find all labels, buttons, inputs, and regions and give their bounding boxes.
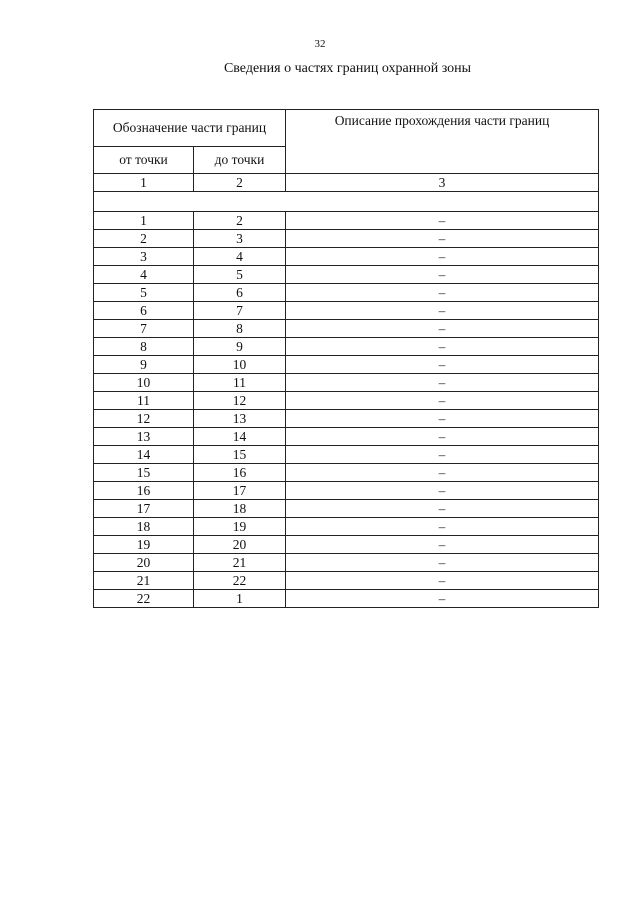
cell-description: – (286, 248, 599, 266)
cell-to-point: 4 (194, 248, 286, 266)
cell-from-point: 6 (94, 302, 194, 320)
cell-description: – (286, 482, 599, 500)
table-row (94, 572, 599, 590)
cell-to-point: 1 (194, 590, 286, 608)
cell-description: – (286, 446, 599, 464)
cell-to-point: 10 (194, 356, 286, 374)
cell-description: – (286, 392, 599, 410)
cell-from-point: 15 (94, 464, 194, 482)
cell-description: – (286, 410, 599, 428)
table-row (94, 428, 599, 446)
table-row (94, 500, 599, 518)
cell-description: – (286, 230, 599, 248)
table-row (94, 446, 599, 464)
cell-from-point: 21 (94, 572, 194, 590)
cell-to-point: 9 (194, 338, 286, 356)
cell-description: – (286, 428, 599, 446)
header-boundary-designation: Обозначение части границ (94, 110, 286, 147)
cell-from-point: 2 (94, 230, 194, 248)
cell-from-point: 9 (94, 356, 194, 374)
empty-section-cell (94, 192, 599, 212)
cell-from-point: 1 (94, 212, 194, 230)
table-row (94, 482, 599, 500)
table-row (94, 230, 599, 248)
cell-from-point: 12 (94, 410, 194, 428)
cell-to-point: 22 (194, 572, 286, 590)
cell-to-point: 16 (194, 464, 286, 482)
cell-to-point: 12 (194, 392, 286, 410)
table-row (94, 374, 599, 392)
boundary-parts-table (93, 109, 599, 608)
cell-from-point: 13 (94, 428, 194, 446)
page-number: 32 (314, 38, 326, 50)
cell-to-point: 2 (194, 212, 286, 230)
table-row (94, 410, 599, 428)
cell-to-point: 15 (194, 446, 286, 464)
cell-from-point: 22 (94, 590, 194, 608)
empty-section-row (94, 192, 599, 212)
cell-to-point: 6 (194, 284, 286, 302)
cell-to-point: 18 (194, 500, 286, 518)
cell-from-point: 18 (94, 518, 194, 536)
cell-from-point: 20 (94, 554, 194, 572)
table-row (94, 356, 599, 374)
column-number-row (94, 174, 599, 192)
cell-description: – (286, 590, 599, 608)
cell-to-point: 8 (194, 320, 286, 338)
table-row (94, 302, 599, 320)
table-row (94, 392, 599, 410)
table-row (94, 518, 599, 536)
table-row (94, 284, 599, 302)
cell-from-point: 8 (94, 338, 194, 356)
column-number-2: 2 (194, 174, 286, 192)
table-row (94, 590, 599, 608)
table-row (94, 536, 599, 554)
cell-description: – (286, 320, 599, 338)
cell-to-point: 21 (194, 554, 286, 572)
cell-from-point: 10 (94, 374, 194, 392)
cell-description: – (286, 374, 599, 392)
cell-description: – (286, 464, 599, 482)
table-row (94, 212, 599, 230)
cell-description: – (286, 572, 599, 590)
table-row (94, 266, 599, 284)
table-row (94, 320, 599, 338)
cell-to-point: 20 (194, 536, 286, 554)
cell-description: – (286, 284, 599, 302)
cell-description: – (286, 554, 599, 572)
table-row (94, 464, 599, 482)
cell-from-point: 17 (94, 500, 194, 518)
cell-description: – (286, 338, 599, 356)
cell-to-point: 3 (194, 230, 286, 248)
cell-from-point: 11 (94, 392, 194, 410)
cell-from-point: 19 (94, 536, 194, 554)
cell-description: – (286, 356, 599, 374)
cell-to-point: 13 (194, 410, 286, 428)
cell-description: – (286, 212, 599, 230)
cell-to-point: 19 (194, 518, 286, 536)
header-to-point: до точки (194, 147, 286, 174)
cell-to-point: 7 (194, 302, 286, 320)
cell-from-point: 7 (94, 320, 194, 338)
cell-description: – (286, 302, 599, 320)
cell-to-point: 17 (194, 482, 286, 500)
header-row-group (94, 110, 599, 147)
cell-from-point: 16 (94, 482, 194, 500)
document-title: Сведения о частях границ охранной зоны (223, 61, 472, 76)
cell-to-point: 14 (194, 428, 286, 446)
header-from-point: от точки (94, 147, 194, 174)
column-number-3: 3 (286, 174, 599, 192)
cell-from-point: 4 (94, 266, 194, 284)
cell-to-point: 5 (194, 266, 286, 284)
header-boundary-description: Описание прохождения части границ (286, 110, 599, 174)
cell-description: – (286, 266, 599, 284)
table-row (94, 248, 599, 266)
cell-description: – (286, 536, 599, 554)
cell-from-point: 5 (94, 284, 194, 302)
cell-description: – (286, 518, 599, 536)
cell-to-point: 11 (194, 374, 286, 392)
cell-from-point: 3 (94, 248, 194, 266)
table-row (94, 554, 599, 572)
column-number-1: 1 (94, 174, 194, 192)
cell-description: – (286, 500, 599, 518)
table-row (94, 338, 599, 356)
cell-from-point: 14 (94, 446, 194, 464)
